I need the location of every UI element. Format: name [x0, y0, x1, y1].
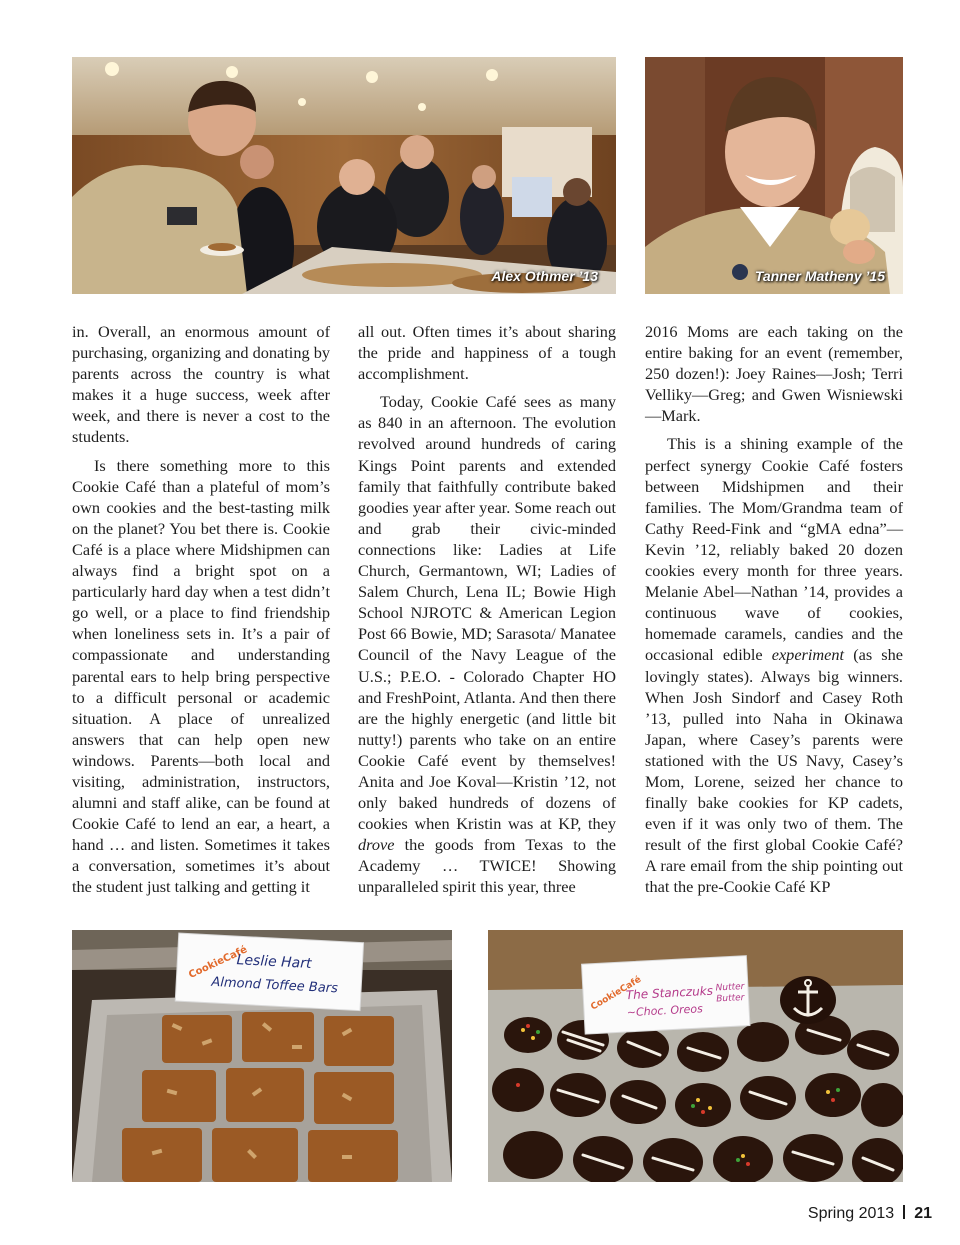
card-baked-item: ~Choc. Oreos: [626, 1002, 704, 1020]
photo-midshipman-cookie: [645, 57, 903, 294]
col2-paragraph-2-part-a: Today, Cookie Café sees as many as 840 in an afternoon. The evolution revolved around hundreds of caring Kings Point parents and extended family that faithfully contribute baked goodies year after year. Some reach out and grab their civic-minded connections like: Ladies at Life Church, Germantown, WI; Ladies of Salem Church, Lena IL; Bowie High School NJROTC & American Legion Post 66 Bowie, MD; Sarasota/ Manatee Council of the Navy League of the U.S.; P.E.O. - Colorado Chapter HO and FreshPoint, Atlanta. And then there are the highly energetic (and little bit nutty!) parents who take on an entire Cookie Café event by themselves! Anita and Joe Koval—Kristin ’12, not only baked hundreds of dozens of cookies when Kristin was at KP, they: [358, 392, 616, 834]
text-column-3: [645, 321, 903, 898]
col3-emphasis-experiment: experiment: [771, 645, 845, 665]
name-card-leslie-hart: [182, 937, 363, 1008]
card-baker-name: The Stanczuks: [625, 983, 714, 1003]
card-brand-logo: CookieCafé: [187, 944, 250, 981]
card-baked-item: Almond Toffee Bars: [211, 974, 339, 997]
photo-midshipmen-buffet: [72, 57, 616, 294]
col2-emphasis-drove: drove: [358, 835, 395, 855]
col2-paragraph-1: all out. Often times it’s about sharing the pride and happiness of a tough accomplishment.: [358, 322, 616, 384]
card-baker-name: Leslie Hart: [236, 952, 312, 972]
card-brand-logo: CookieCafé: [589, 974, 644, 1013]
col3-paragraph-2-part-a: This is a shining example of the perfect synergy Cookie Café fosters between Midshipmen and their families. The Mom/Grandma team of Cathy Reed-Fink and “gMA edna”—Kevin ’12, reliably baked 20 dozen cookies every month for three years. Melanie Abel—Nathan ’14, provides a continuous wave of cookies, homemade caramels, candies and the occasional edible: [645, 434, 903, 665]
col1-paragraph-2: Is there something more to this Cookie Café than a plateful of mom’s own cookies and the best-tasting milk on the planet? You bet there is. Cookie Café is a place where Midshipmen can always find a bright spot on a particularly hard day when a test didn’t go well, or a place to find friendship when loneliness sets in. It’s a pair of compassionate and understanding parental ears to help bring perspective to a difficult personal or academic situation. A place of unrealized answers that can help open new windows. Parents—both local and visiting, administration, instructors, alumni and staff alike, can be found at Cookie Café to lend an ear, a heart, a hand … and listen. Sometimes it takes a conversation, sometimes it’s about the student just talking and getting it: [72, 455, 330, 897]
col3-paragraph-1: 2016 Moms are each taking on the entire baking for an event (remember, 250 dozen!): Joey Raines—Josh; Terri Velliky—Greg; and Gwen Wisniewski—Mark.: [645, 322, 903, 426]
buffet-scene-image: [72, 57, 616, 294]
card-baked-item-2: Nutter Butter: [715, 981, 745, 1005]
text-column-1: [72, 321, 330, 898]
col3-paragraph-2: [645, 433, 903, 897]
page-number: 21: [914, 1205, 932, 1222]
issue-label: Spring 2013: [807, 1205, 895, 1222]
col3-paragraph-2-part-b: (as she lovingly states). Always big winners. When Josh Sindorf and Casey Roth ’13, pulled into Naha in Okinawa Japan, where Casey’s parents were stationed with the US Navy, Casey’s Mom, Lorene, seized her chance to finally bake cookies for KP cadets, even if it was only two of them. The result of the first global Cookie Café? A rare email from the ship pointing out that the pre-Cookie Café KP: [645, 645, 903, 897]
col2-paragraph-2: [358, 391, 616, 897]
footer-divider: [903, 1205, 905, 1219]
col2-paragraph-2-part-b: the goods from Texas to the Academy … TWICE! Showing unparalleled spirit this year, three: [358, 835, 616, 897]
photo-chocolate-oreos: [488, 930, 903, 1182]
photo-almond-toffee-bars: [72, 930, 452, 1182]
text-column-2: [358, 321, 616, 898]
page-footer: [808, 1205, 932, 1223]
name-card-stanczuks: [586, 960, 749, 1032]
photo-caption-alex-othmer: Alex Othmer ’13: [491, 268, 598, 284]
col1-paragraph-1: in. Overall, an enormous amount of purchasing, organizing and donating by parents across the country is what makes it a huge success, week after week, and there is never a cost to the students.: [72, 322, 330, 447]
midshipman-portrait-image: [645, 57, 903, 294]
photo-caption-tanner-matheny: Tanner Matheny ’15: [754, 268, 885, 284]
